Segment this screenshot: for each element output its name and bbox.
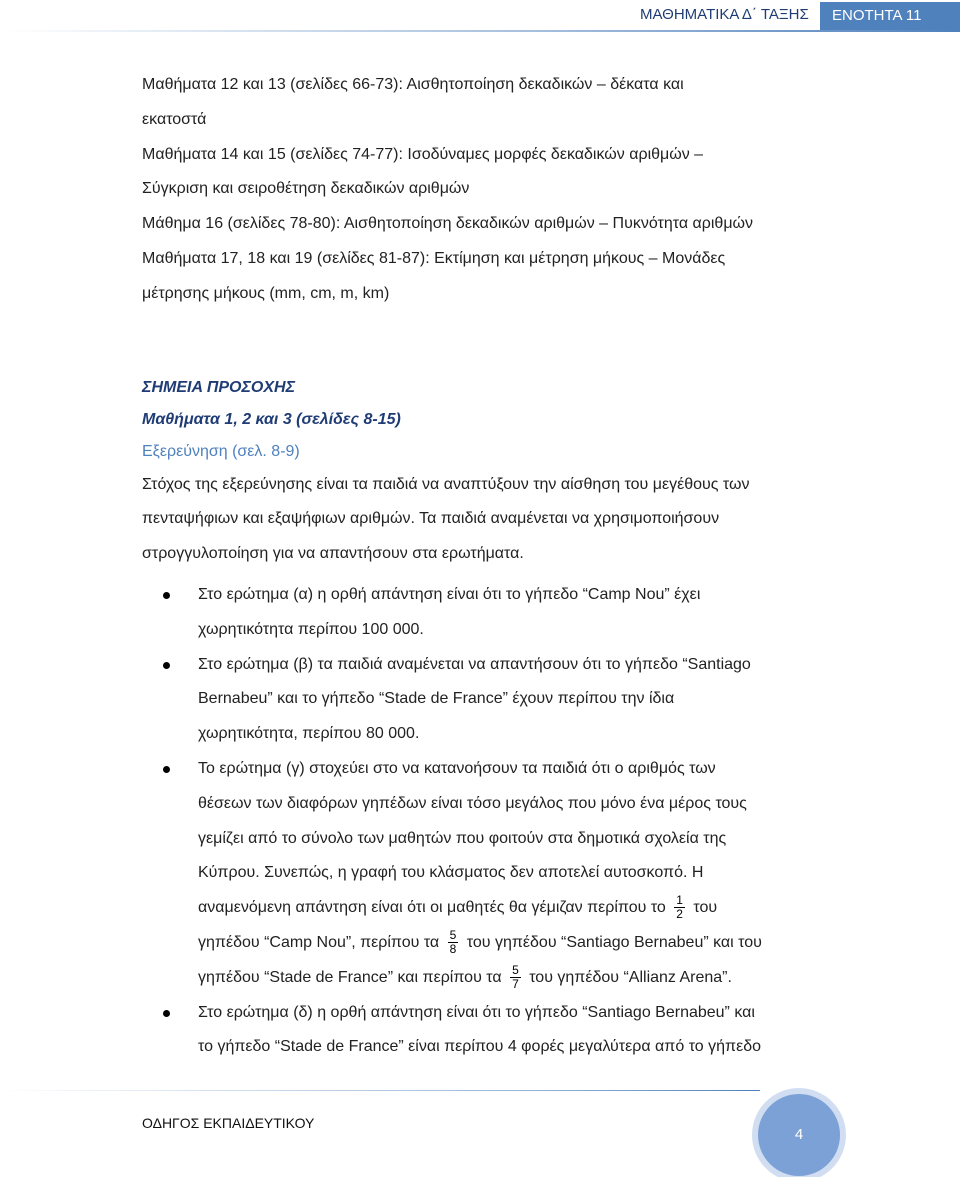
page-content — [142, 68, 820, 1065]
list-item: Στο ερώτημα (β) τα παιδιά αναμένεται να απαντήσουν ότι το γήπεδο “Santiago Bernabeu” και το γήπεδο “Stade de France” έχουν περίπου την ίδια χωρητικότητα, περίπου 80 000. — [141, 648, 820, 752]
intro-line: Μαθήματα 14 και 15 (σελίδες 74-77): Ισοδύναμες μορφές δεκαδικών αριθμών – — [142, 145, 704, 163]
unit-tab: ΕΝΟΤΗΤΑ 11 — [820, 2, 960, 30]
exploration-heading: Εξερεύνηση (σελ. 8-9) — [142, 442, 300, 460]
intro-line: εκατοστά — [142, 110, 207, 128]
bullet-icon — [163, 662, 170, 669]
section-title: ΣΗΜΕΙΑ ΠΡΟΣΟΧΗΣ — [142, 378, 296, 396]
answer-list — [142, 578, 820, 1065]
bullet-icon — [163, 766, 170, 773]
bullet-icon — [163, 1010, 170, 1017]
list-item: Το ερώτημα (γ) στοχεύει στο να κατανοήσουν τα παιδιά ότι ο αριθμός των θέσεων των διαφόρων γηπέδων είναι τόσο μεγάλος που μόνο ένα μέρος τους γεμίζει από το σύνολο των μαθητών που φοιτούν στα δημοτικά σχολεία της Κύπρου. Συνεπώς, η γραφή του κλάσματος δεν αποτελεί αυτοσκοπό. Η αναμενόμενη απάντηση είναι ότι οι μαθητές θα γέμιζαν περίπου το $\frac{1}{2}$ του γηπέδου “Camp Nou”, περίπου τα $\frac{5}{8}$ του γηπέδου “Santiago Bernabeu” και του γηπέδου “Stade de France” και περίπου τα $\frac{5}{7}$ του γηπέδου “Allianz Arena”. — [141, 752, 820, 996]
intro-line: Σύγκριση και σειροθέτηση δεκαδικών αριθμών — [142, 180, 470, 198]
header-divider — [0, 30, 960, 32]
goal-line: στρογγυλοποίηση για να απαντήσουν στα ερωτήματα. — [142, 545, 524, 563]
book-title: ΜΑΘΗΜΑΤΙΚΑ Δ΄ ΤΑΞΗΣ — [640, 6, 809, 23]
page-number: 4 — [758, 1094, 840, 1176]
footer-guide-label: ΟΔΗΓΟΣ ΕΚΠΑΙΔΕΥΤΙΚΟΥ — [142, 1115, 315, 1131]
intro-line: Μαθήματα 12 και 13 (σελίδες 66-73): Αισθητοποίηση δεκαδικών – δέκατα και — [142, 76, 684, 93]
goal-line: Στόχος της εξερεύνησης είναι τα παιδιά να αναπτύξουν την αίσθηση του μεγέθους των — [142, 475, 750, 493]
intro-line: Μαθήματα 17, 18 και 19 (σελίδες 81-87): Εκτίμηση και μέτρηση μήκους – Μονάδες — [142, 249, 726, 267]
intro-line: Μάθημα 16 (σελίδες 78-80): Αισθητοποίηση δεκαδικών αριθμών – Πυκνότητα αριθμών — [142, 215, 754, 233]
fraction-five-sevenths: $\frac{5}{7}$ — [512, 963, 519, 991]
intro-line: μέτρησης μήκους (mm, cm, m, km) — [142, 284, 390, 302]
list-item: Στο ερώτημα (δ) η ορθή απάντηση είναι ότι το γήπεδο “Santiago Bernabeu” και το γήπεδο “Stade de France” είναι περίπου 4 φορές μεγαλύτερα από το γήπεδο — [141, 996, 820, 1066]
footer-divider — [0, 1090, 760, 1091]
section-subtitle: Μαθήματα 1, 2 και 3 (σελίδες 8-15) — [142, 410, 401, 428]
list-item: Στο ερώτημα (α) η ορθή απάντηση είναι ότι το γήπεδο “Camp Nou” έχει χωρητικότητα περίπου 100 000. — [141, 578, 820, 648]
bullet-icon — [163, 592, 170, 599]
fraction-one-half: $\frac{1}{2}$ — [676, 893, 683, 922]
goal-line: πενταψήφιων και εξαψήφιων αριθμών. Τα παιδιά αναμένεται να χρησιμοποιήσουν — [142, 510, 720, 528]
fraction-five-eighths: $\frac{5}{8}$ — [449, 928, 457, 957]
